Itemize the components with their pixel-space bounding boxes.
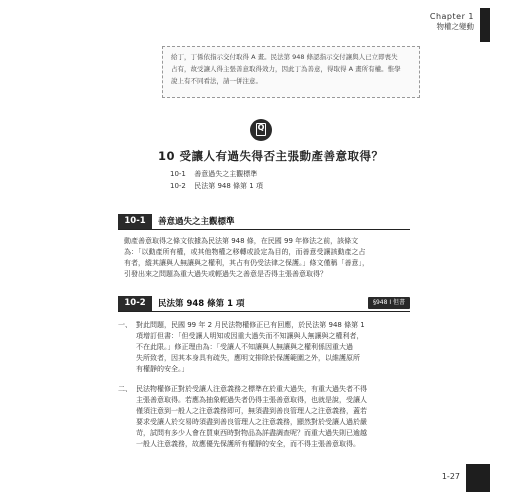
paragraph-line: 引發出來之問題為重大過失或輕過失之善意是否得主張善意取得？: [124, 270, 327, 278]
note-box: [162, 46, 420, 98]
paragraph-line: 項增訂但書：「但受讓人明知或因重大過失而不知讓與人無讓與之權利者，: [136, 332, 364, 340]
paragraph-line: 不在此限。」修正理由為：「受讓人不知讓與人無讓與之權利係因重大過: [136, 343, 353, 351]
paragraph-line: 苛，試問有多少人會在買東西時對物品為詳盡調查呢？而重大過失則已逾越: [136, 429, 367, 437]
section-number: 10-1: [118, 214, 152, 229]
paragraph-line: 失所致者，因其本身具有疏失，應明文排除於保護範圍之外，以維護原所: [136, 354, 360, 362]
list-item: [118, 384, 410, 450]
paragraph-line: 有者，縱其讓與人無讓與之權利，其占有仍受法律之保護。」條文僅稱「善意」，: [124, 259, 369, 267]
paragraph-line: 要求受讓人於交易時須盡到善良管理人之注意義務，顯然對於受讓人過於嚴: [136, 418, 367, 426]
page-edge-tab: [466, 464, 490, 492]
law-citation-badge: §948 I 但書: [368, 297, 410, 309]
note-line: 占有，故受讓人得主張善意取得效力，因此丁為善意，得取得 A 畫所有權。惟學: [171, 65, 401, 73]
chapter-header: [430, 12, 474, 31]
toc-item: [170, 168, 263, 180]
paragraph-line: 一般人注意義務，故應優先保護所有權靜的安全，而不得主張善意取得。: [136, 440, 360, 448]
toc-item-number: 10-1: [170, 170, 186, 178]
section-number: 10-2: [118, 296, 152, 311]
paragraph-line: 主張善意取得。若應為抽象輕過失者仍得主張善意取得，也就是說，受讓人: [136, 396, 367, 404]
paragraph-line: 有權靜的安全。」: [136, 365, 189, 373]
section-paragraph: [124, 236, 408, 280]
section-heading: [118, 214, 410, 230]
paragraph-line: 為：「以動產所有權，或其他物權之移轉或設定為目的，而善意受讓該動產之占: [124, 248, 366, 256]
paragraph-line: 動產善意取得之條文依據為民法第 948 條，在民國 99 年修法之前，該條文: [124, 237, 359, 245]
document-question-icon: Q: [250, 119, 272, 141]
list-marker: 二、: [118, 385, 132, 393]
section-heading: [118, 296, 410, 312]
toc-item-label: 善意過失之主觀標準: [194, 170, 258, 178]
list-item: [118, 320, 410, 375]
paragraph-line: 對此問題，民國 99 年 2 月民法物權修正已有回應，於民法第 948 條第 1: [136, 321, 365, 329]
note-line: 給丁，丁係依指示交付取得 A 畫。民法第 948 條認指示交付讓與人已立即喪失: [171, 53, 398, 61]
toc-item-number: 10-2: [170, 182, 186, 190]
note-line: 說上有不同看法，請一併注意。: [171, 77, 262, 85]
paragraph-line: 民法物權修正對於受讓人注意義務之標準在於重大過失，有重大過失者不得: [136, 385, 367, 393]
chapter-edge-tab: [480, 8, 490, 42]
toc-item: [170, 180, 263, 192]
section-title: 民法第 948 條第 1 項: [158, 299, 245, 309]
question-toc: [170, 168, 263, 192]
chapter-number: Chapter 1: [429, 12, 474, 21]
list-marker: 一、: [118, 321, 132, 329]
question-title: 10 受讓人有過失得否主張動產善意取得？: [158, 149, 384, 163]
toc-item-label: 民法第 948 條第 1 項: [194, 182, 263, 190]
chapter-title: 物權之變動: [436, 21, 474, 31]
page-number: 1-27: [441, 472, 460, 481]
section-title: 善意過失之主觀標準: [158, 217, 235, 227]
paragraph-line: 僅須注意到一般人之注意義務即可，無須盡到善良管理人之注意義務，蓋若: [136, 407, 367, 415]
